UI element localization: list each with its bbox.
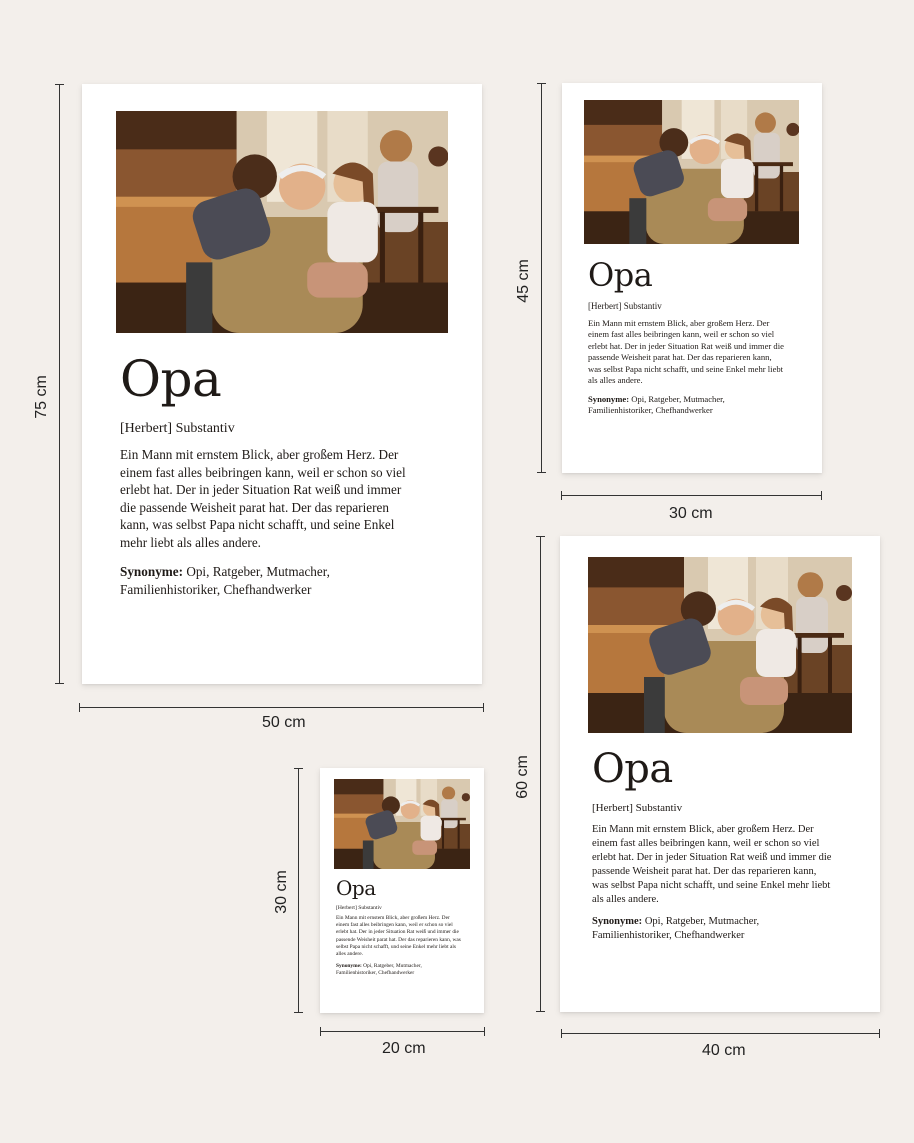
poster-photo (588, 557, 852, 733)
poster-definition: Ein Mann mit ernstem Blick, aber großem Herz. Der einem fast alles beibringen kann, weil er schon so viel erlebt hat. Der in jeder Situation Rat weiß und immer die passende Weisheit parat hat. Der das reparieren kann, was selbst Papa nicht schafft, und seine Enkel mehr liebt als alles andere. (120, 447, 406, 550)
poster-definition: Ein Mann mit ernstem Blick, aber großem Herz. Der einem fast alles beibringen kann, weil er schon so viel erlebt hat. Der in jeder Situation Rat weiß und immer die passende Weisheit parat hat. Der das reparieren kann, was selbst Papa nicht schafft, und seine Enkel mehr liebt als alles andere. (592, 824, 832, 905)
poster-synonyms (336, 963, 446, 977)
height-dimension-label: 60 cm (514, 755, 531, 799)
height-dimension-label: 30 cm (273, 870, 290, 914)
poster-word-type: [Herbert] Substantiv (588, 301, 662, 311)
height-dimension-line (298, 768, 299, 1013)
poster-word-type: [Herbert] Substantiv (120, 421, 235, 436)
width-dimension-line (561, 1033, 880, 1034)
poster-definition: Ein Mann mit ernstem Blick, aber großem Herz. Der einem fast alles beibringen kann, weil er schon so viel erlebt hat. Der in jeder Situation Rat weiß und immer die passende Weisheit parat hat. Der das reparieren kann, was selbst Papa nicht schafft, und seine Enkel mehr liebt als alles andere. (588, 318, 784, 386)
poster-photo (116, 111, 448, 333)
poster-small (320, 768, 484, 1013)
poster-medium-small (562, 83, 822, 473)
poster-synonyms (592, 915, 802, 943)
height-dimension-line (59, 84, 60, 684)
width-dimension-line (561, 495, 822, 496)
width-dimension-label: 50 cm (262, 714, 306, 731)
width-dimension-line (79, 707, 484, 708)
poster-word-type: [Herbert] Substantiv (336, 905, 382, 911)
height-dimension-line (540, 536, 541, 1012)
poster-title: Opa (120, 350, 222, 408)
height-dimension-label: 45 cm (515, 259, 532, 303)
poster-title: Opa (592, 746, 673, 792)
height-dimension-line (541, 83, 542, 473)
synonyms-label: Synonyme: (336, 963, 362, 969)
width-dimension-line (320, 1031, 485, 1032)
synonyms-text: Opi, Ratgeber, Mutmacher, Familienhistoriker, Chefhandwerker (588, 394, 725, 416)
height-dimension-label: 75 cm (33, 375, 50, 419)
poster-photo (584, 100, 799, 244)
synonyms-label: Synonyme: (588, 394, 630, 404)
poster-synonyms (120, 563, 380, 598)
synonyms-text: Opi, Ratgeber, Mutmacher, Familienhistoriker, Chefhandwerker (120, 564, 330, 597)
width-dimension-label: 20 cm (382, 1040, 426, 1057)
synonyms-label: Synonyme: (120, 564, 184, 579)
poster-synonyms (588, 394, 758, 417)
poster-title: Opa (588, 256, 653, 294)
synonyms-text: Opi, Ratgeber, Mutmacher, Familienhistoriker, Chefhandwerker (592, 916, 760, 941)
width-dimension-label: 40 cm (702, 1042, 746, 1059)
synonyms-label: Synonyme: (592, 916, 643, 927)
poster-large (82, 84, 482, 684)
width-dimension-label: 30 cm (669, 505, 713, 522)
synonyms-text: Opi, Ratgeber, Mutmacher, Familienhistoriker, Chefhandwerker (336, 963, 422, 977)
poster-definition: Ein Mann mit ernstem Blick, aber großem Herz. Der einem fast alles beibringen kann, weil er schon so viel erlebt hat. Der in jeder Situation Rat weiß und immer die passende Weisheit parat hat. Der das reparieren kann, was selbst Papa nicht schafft, und seine Enkel mehr liebt als alles andere. (336, 915, 461, 958)
poster-photo (334, 779, 470, 869)
poster-word-type: [Herbert] Substantiv (592, 802, 683, 814)
poster-medium (560, 536, 880, 1012)
poster-title: Opa (336, 876, 376, 900)
